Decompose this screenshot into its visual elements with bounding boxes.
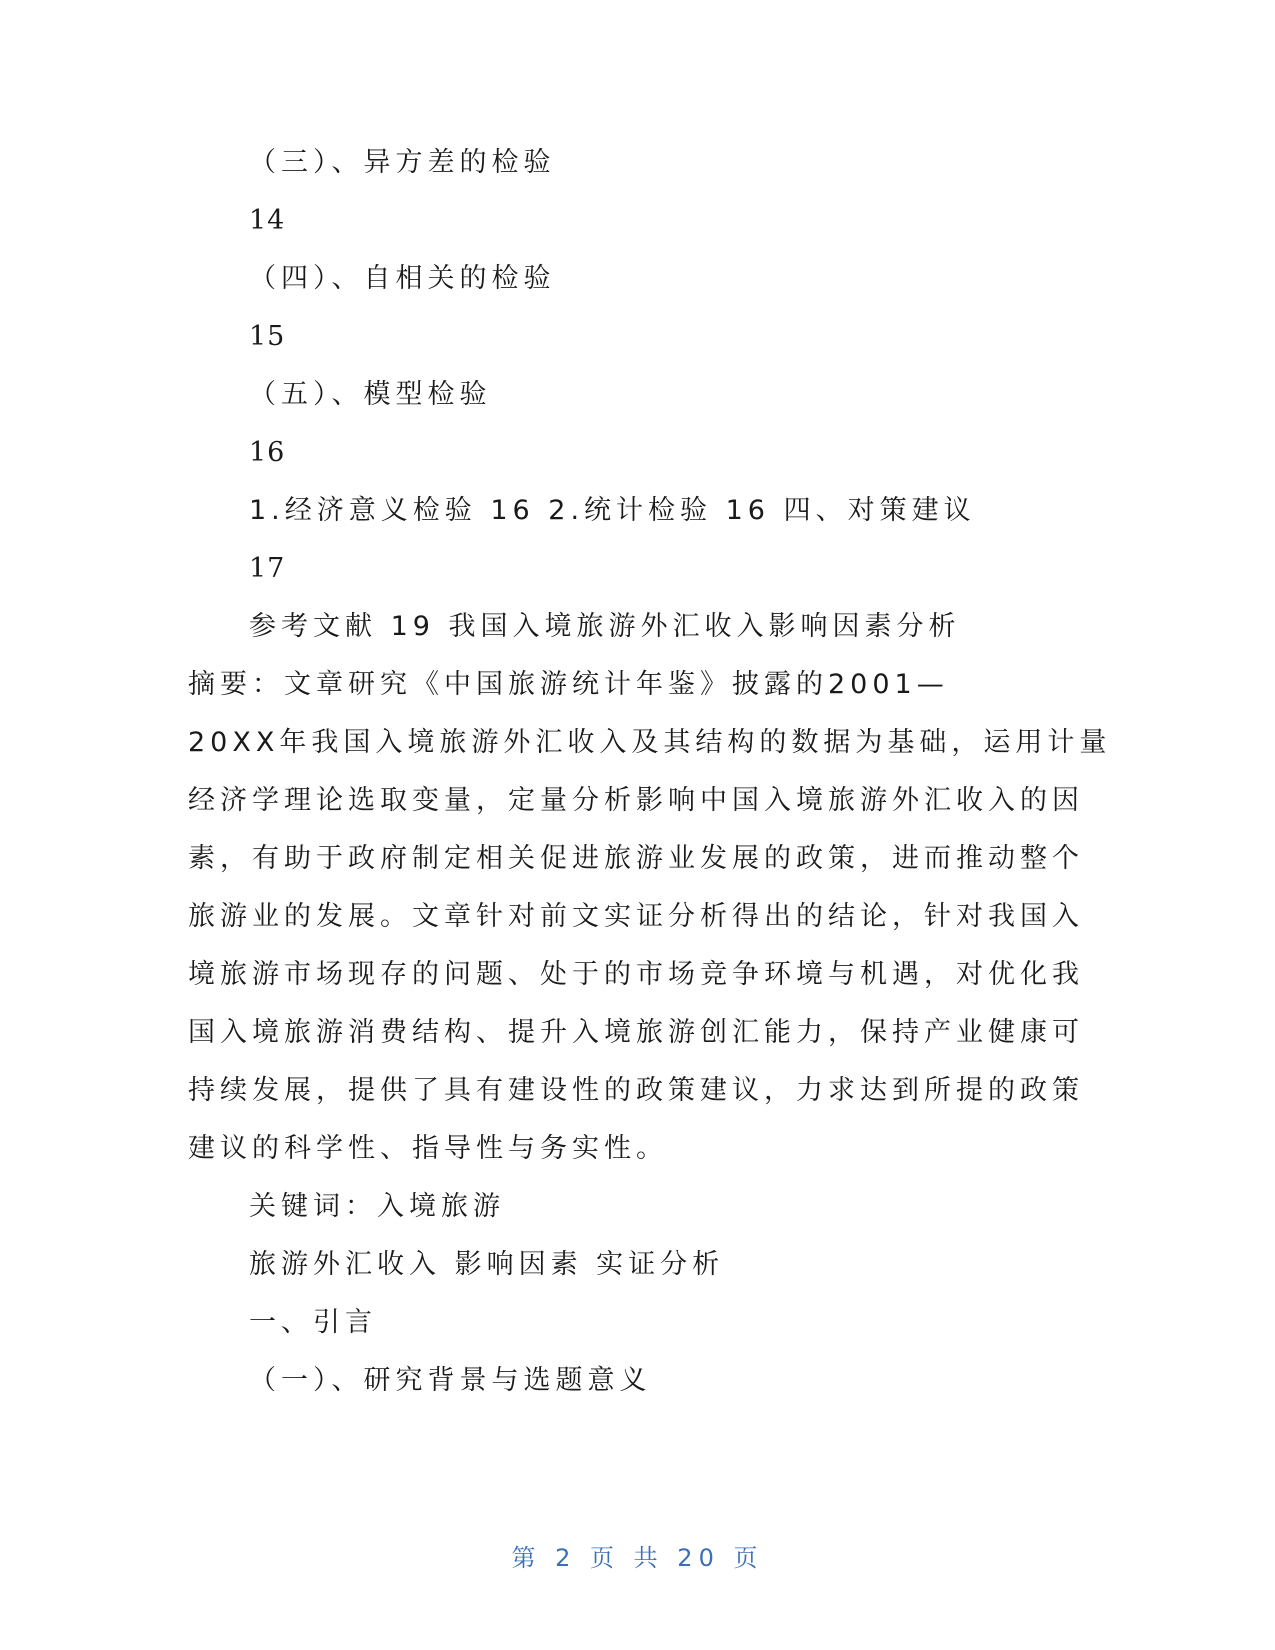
keywords-list: 旅游外汇收入 影响因素 实证分析	[249, 1249, 725, 1280]
toc-item-4-title: （四）、自相关的检验	[249, 263, 556, 294]
toc-item-5-page: 16	[249, 437, 286, 468]
abstract-line: 素，有助于政府制定相关促进旅游业发展的政策，进而推动整个	[188, 843, 1084, 874]
abstract-line: 摘要：文章研究《中国旅游统计年鉴》披露的2001—	[188, 669, 949, 700]
toc-sub-items: 1.经济意义检验 16 2.统计检验 16 四、对策建议	[249, 495, 976, 526]
abstract-line: 建议的科学性、指导性与务实性。	[188, 1133, 668, 1164]
subsection-heading: （一）、研究背景与选题意义	[249, 1365, 652, 1396]
section-heading: 一、引言	[249, 1307, 377, 1338]
keywords-label: 关键词：入境旅游	[249, 1191, 505, 1222]
abstract-line: 20XX年我国入境旅游外汇收入及其结构的数据为基础，运用计量	[188, 727, 1112, 758]
toc-sub-page: 17	[249, 553, 286, 584]
abstract-line: 国入境旅游消费结构、提升入境旅游创汇能力，保持产业健康可	[188, 1017, 1084, 1048]
abstract-line: 经济学理论选取变量，定量分析影响中国入境旅游外汇收入的因	[188, 785, 1084, 816]
abstract-line: 持续发展，提供了具有建设性的政策建议，力求达到所提的政策	[188, 1075, 1084, 1106]
page-number-footer: 第 2 页 共 20 页	[511, 1544, 764, 1572]
toc-item-4-page: 15	[249, 321, 286, 352]
toc-item-5-title: （五）、模型检验	[249, 379, 492, 410]
toc-item-3-page: 14	[249, 205, 286, 236]
abstract-line: 旅游业的发展。文章针对前文实证分析得出的结论，针对我国入	[188, 901, 1084, 932]
toc-references-and-title: 参考文献 19 我国入境旅游外汇收入影响因素分析	[249, 611, 961, 642]
toc-item-3-title: （三）、异方差的检验	[249, 147, 556, 178]
abstract-line: 境旅游市场现存的问题、处于的市场竞争环境与机遇，对优化我	[188, 959, 1084, 990]
